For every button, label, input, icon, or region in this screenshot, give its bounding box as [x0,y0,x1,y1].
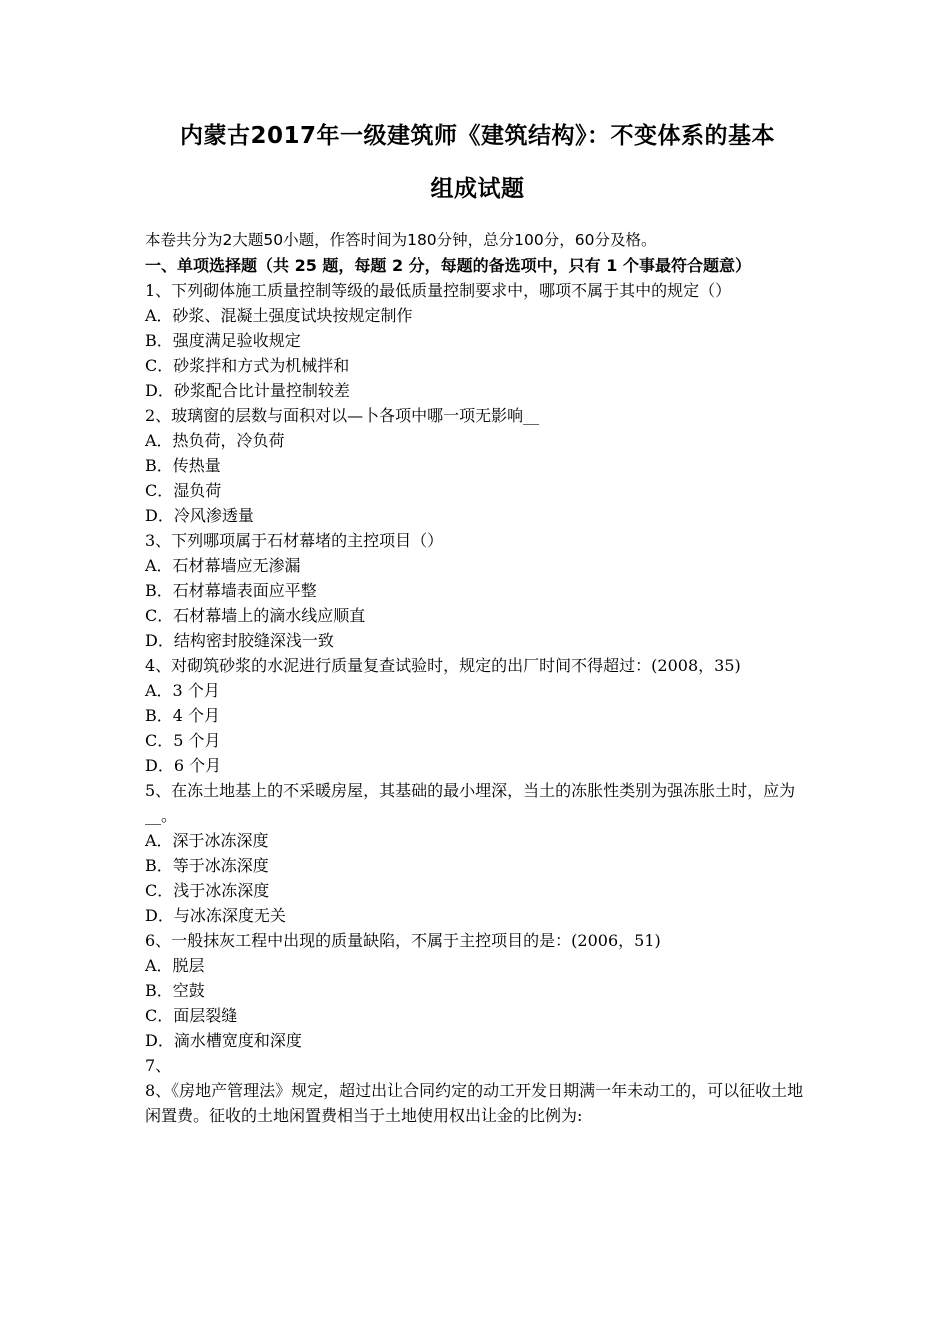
answer-option: A．热负荷，冷负荷 [145,431,285,450]
answer-option: B．强度满足验收规定 [145,331,301,350]
answer-option: B．4 个月 [145,706,221,725]
answer-option: D．砂浆配合比计量控制较差 [145,381,350,400]
exam-intro: 本卷共分为2大题50小题，作答时间为180分钟，总分100分，60分及格。 [145,231,657,249]
answer-option: A．砂浆、混凝土强度试块按规定制作 [145,306,413,325]
answer-option: B．传热量 [145,456,221,475]
question-item [145,403,810,528]
question-stem: 3、下列哪项属于石材幕堵的主控项目（） [145,531,444,550]
question-stem: 6、一般抹灰工程中出现的质量缺陷，不属于主控项目的是：(2006，51) [145,931,661,950]
question-stem: 1、下列砌体施工质量控制等级的最低质量控制要求中，哪项不属于其中的规定（） [145,281,732,300]
answer-option: D．与冰冻深度无关 [145,906,286,925]
answer-option: B．空鼓 [145,981,205,1000]
section-heading: 一、单项选择题（共 25 题，每题 2 分，每题的备选项中，只有 1 个事最符合题意） [145,256,751,275]
question-item [145,1053,810,1078]
title-line-1: 内蒙古2017年一级建筑师《建筑结构》：不变体系的基本 [179,123,775,149]
answer-option: A．脱层 [145,956,205,975]
answer-option: B．石材幕墙表面应平整 [145,581,317,600]
question-list [145,278,810,1128]
answer-option: C．5 个月 [145,731,221,750]
question-stem: 5、在冻土地基上的不采暖房屋，其基础的最小埋深，当土的冻胀性类别为强冻胀土时，应为__。 [145,781,796,825]
answer-option: D．冷风渗透量 [145,506,254,525]
question-item [145,778,810,928]
question-stem: 2、玻璃窗的层数与面积对以—卜各项中哪一项无影响__ [145,406,540,425]
title-line-2: 组成试题 [430,176,525,202]
question-item [145,528,810,653]
question-item [145,1078,810,1128]
question-item [145,928,810,1053]
answer-option: B．等于冰冻深度 [145,856,269,875]
answer-option: C．湿负荷 [145,481,222,500]
answer-option: D．结构密封胶缝深浅一致 [145,631,334,650]
answer-option: A．石材幕墙应无渗漏 [145,556,301,575]
question-item [145,278,810,403]
answer-option: D．滴水槽宽度和深度 [145,1031,302,1050]
question-stem: 4、对砌筑砂浆的水泥进行质量复查试验时，规定的出厂时间不得超过：(2008，35) [145,656,741,675]
question-stem: 7、 [145,1056,172,1075]
answer-option: D．6 个月 [145,756,222,775]
answer-option: A．3 个月 [145,681,220,700]
document-page [145,110,810,1128]
answer-option: C．砂浆拌和方式为机械拌和 [145,356,350,375]
answer-option: C．面层裂缝 [145,1006,238,1025]
answer-option: C．石材幕墙上的滴水线应顺直 [145,606,366,625]
question-item [145,653,810,778]
answer-option: C．浅于冰冻深度 [145,881,270,900]
question-stem: 8、《房地产管理法》规定，超过出让合同约定的动工开发日期满一年未动工的，可以征收土地闲置费。征收的土地闲置费相当于土地使用权出让金的比例为: [145,1081,804,1125]
answer-option: A．深于冰冻深度 [145,831,269,850]
